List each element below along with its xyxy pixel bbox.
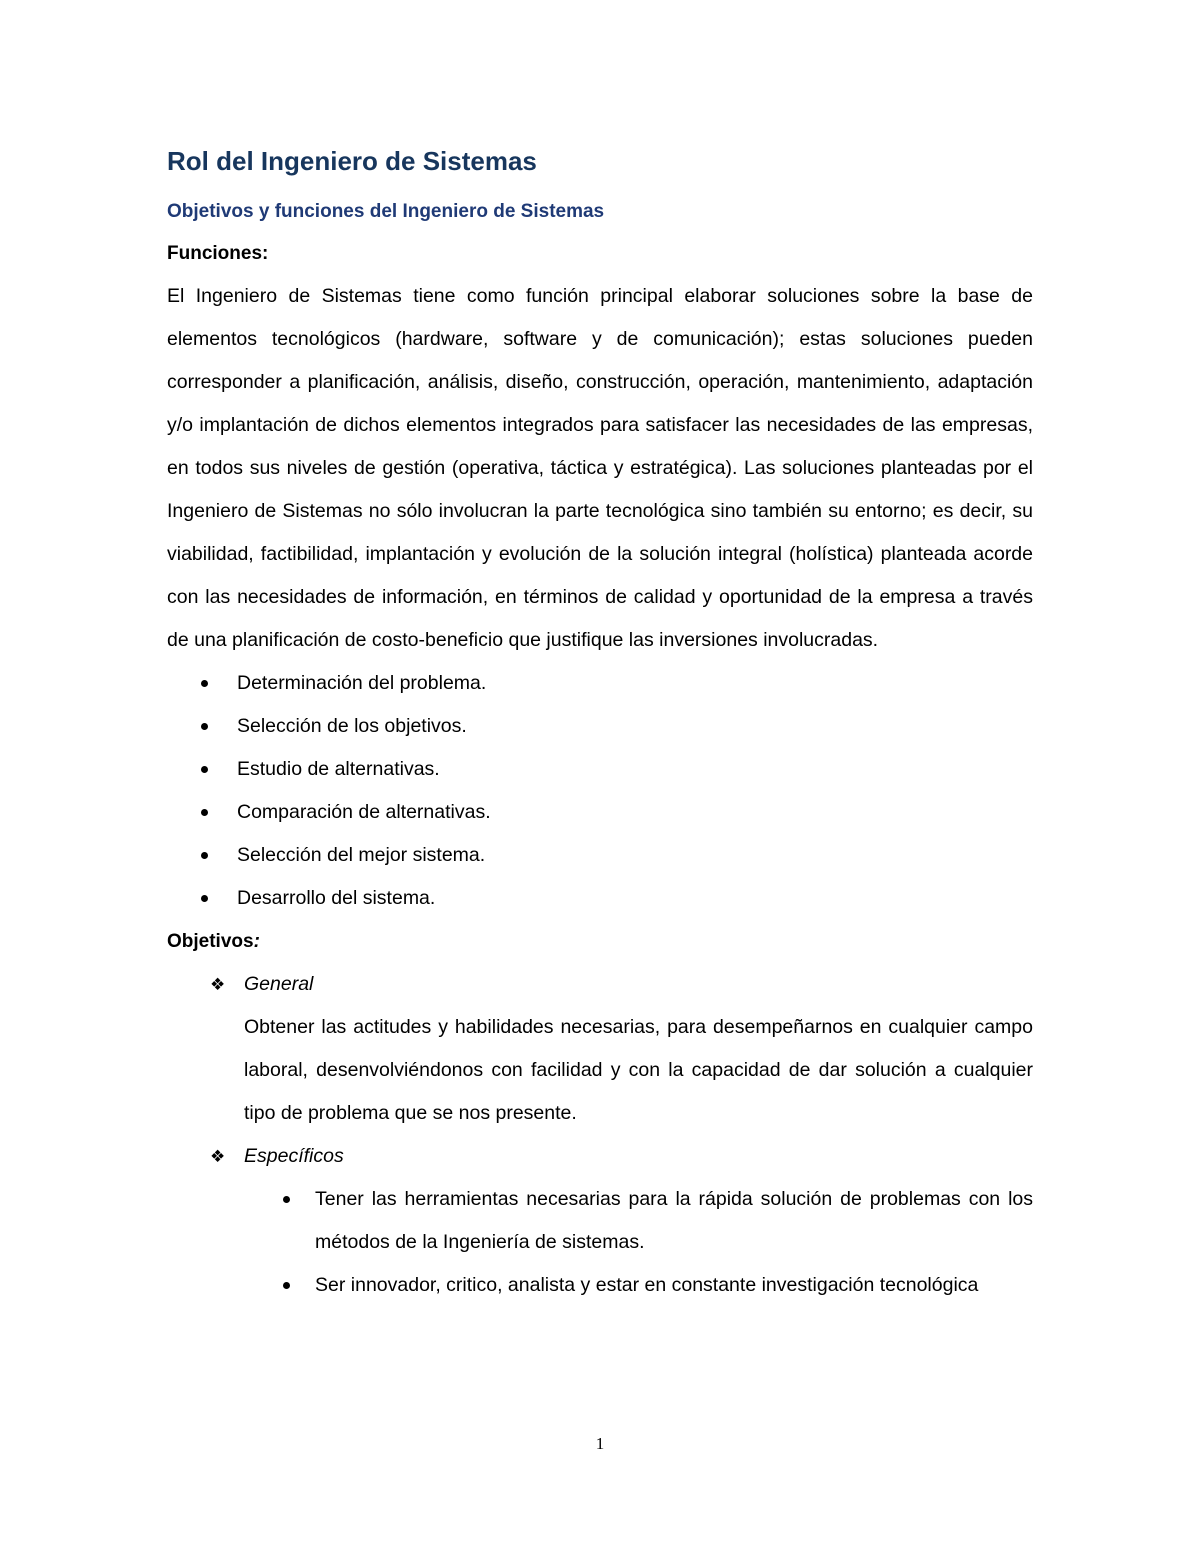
list-item: [167, 834, 1033, 877]
bullet-icon: [201, 809, 208, 816]
funciones-label: Funciones:: [167, 243, 269, 264]
list-item: [167, 877, 1033, 920]
page-number: 1: [595, 1434, 605, 1453]
objetivos-label: [167, 920, 1033, 963]
objetivo-general-heading-text: General: [244, 973, 314, 995]
list-item-text: Ser innovador, critico, analista y estar en constante investigación tecnológica: [315, 1274, 979, 1296]
list-item-text: Tener las herramientas necesarias para la rápida solución de problemas con los métodos de la Ingeniería de sistemas.: [315, 1188, 1033, 1253]
list-item-text: Desarrollo del sistema.: [237, 887, 436, 909]
page-title: Rol del Ingeniero de Sistemas: [167, 146, 537, 176]
objetivos-especificos-heading-text: Específicos: [244, 1145, 344, 1167]
bullet-icon: [201, 680, 208, 687]
list-item-text: Estudio de alternativas.: [237, 758, 440, 780]
list-item: [244, 1178, 1033, 1264]
section-subtitle: Objetivos y funciones del Ingeniero de Sistemas: [167, 201, 605, 222]
list-item-text: Comparación de alternativas.: [237, 801, 491, 823]
list-item-text: Selección del mejor sistema.: [237, 844, 486, 866]
funciones-list: [167, 662, 1033, 920]
objetivo-general-text: Obtener las actitudes y habilidades necesarias, para desempeñarnos en cualquier campo laboral, desenvolviéndonos con facilidad y con la capacidad de dar solución a cualquier tipo de problema que se nos presente.: [244, 1016, 1033, 1124]
bullet-icon: [201, 895, 208, 902]
diamond-bullet-icon: ❖: [210, 975, 226, 994]
list-item-text: Determinación del problema.: [237, 672, 487, 694]
objetivos-especificos-heading: [210, 1135, 1033, 1178]
bullet-icon: [201, 852, 208, 859]
page-content: [167, 138, 1033, 1307]
list-item: [167, 705, 1033, 748]
list-item: [244, 1264, 1033, 1307]
list-item-text: Selección de los objetivos.: [237, 715, 467, 737]
bullet-icon: [283, 1196, 290, 1203]
objetivos-label-colon: :: [253, 931, 260, 952]
list-item: [167, 791, 1033, 834]
especificos-list: [244, 1178, 1033, 1307]
objetivos-especificos: [167, 1135, 1033, 1307]
funciones-paragraph: El Ingeniero de Sistemas tiene como función principal elaborar soluciones sobre la base de elementos tecnológicos (hardware, software y de comunicación); estas soluciones pueden corresponder a planificación, análisis, diseño, construcción, operación, mantenimiento, adaptación y/o implantación de dichos elementos integrados para satisfacer las necesidades de las empresas, en todos sus niveles de gestión (operativa, táctica y estratégica). Las soluciones planteadas por el Ingeniero de Sistemas no sólo involucran la parte tecnológica sino también su entorno; es decir, su viabilidad, factibilidad, implantación y evolución de la solución integral (holística) planteada acorde con las necesidades de información, en términos de calidad y oportunidad de la empresa a través de una planificación de costo-beneficio que justifique las inversiones involucradas.: [167, 285, 1033, 651]
bullet-icon: [283, 1282, 290, 1289]
diamond-bullet-icon: ❖: [210, 1147, 226, 1166]
objetivo-general: [167, 963, 1033, 1135]
bullet-icon: [201, 723, 208, 730]
list-item: [167, 748, 1033, 791]
objetivo-general-heading: [210, 963, 1033, 1006]
objetivos-label-text: Objetivos: [167, 931, 254, 952]
bullet-icon: [201, 766, 208, 773]
list-item: [167, 662, 1033, 705]
